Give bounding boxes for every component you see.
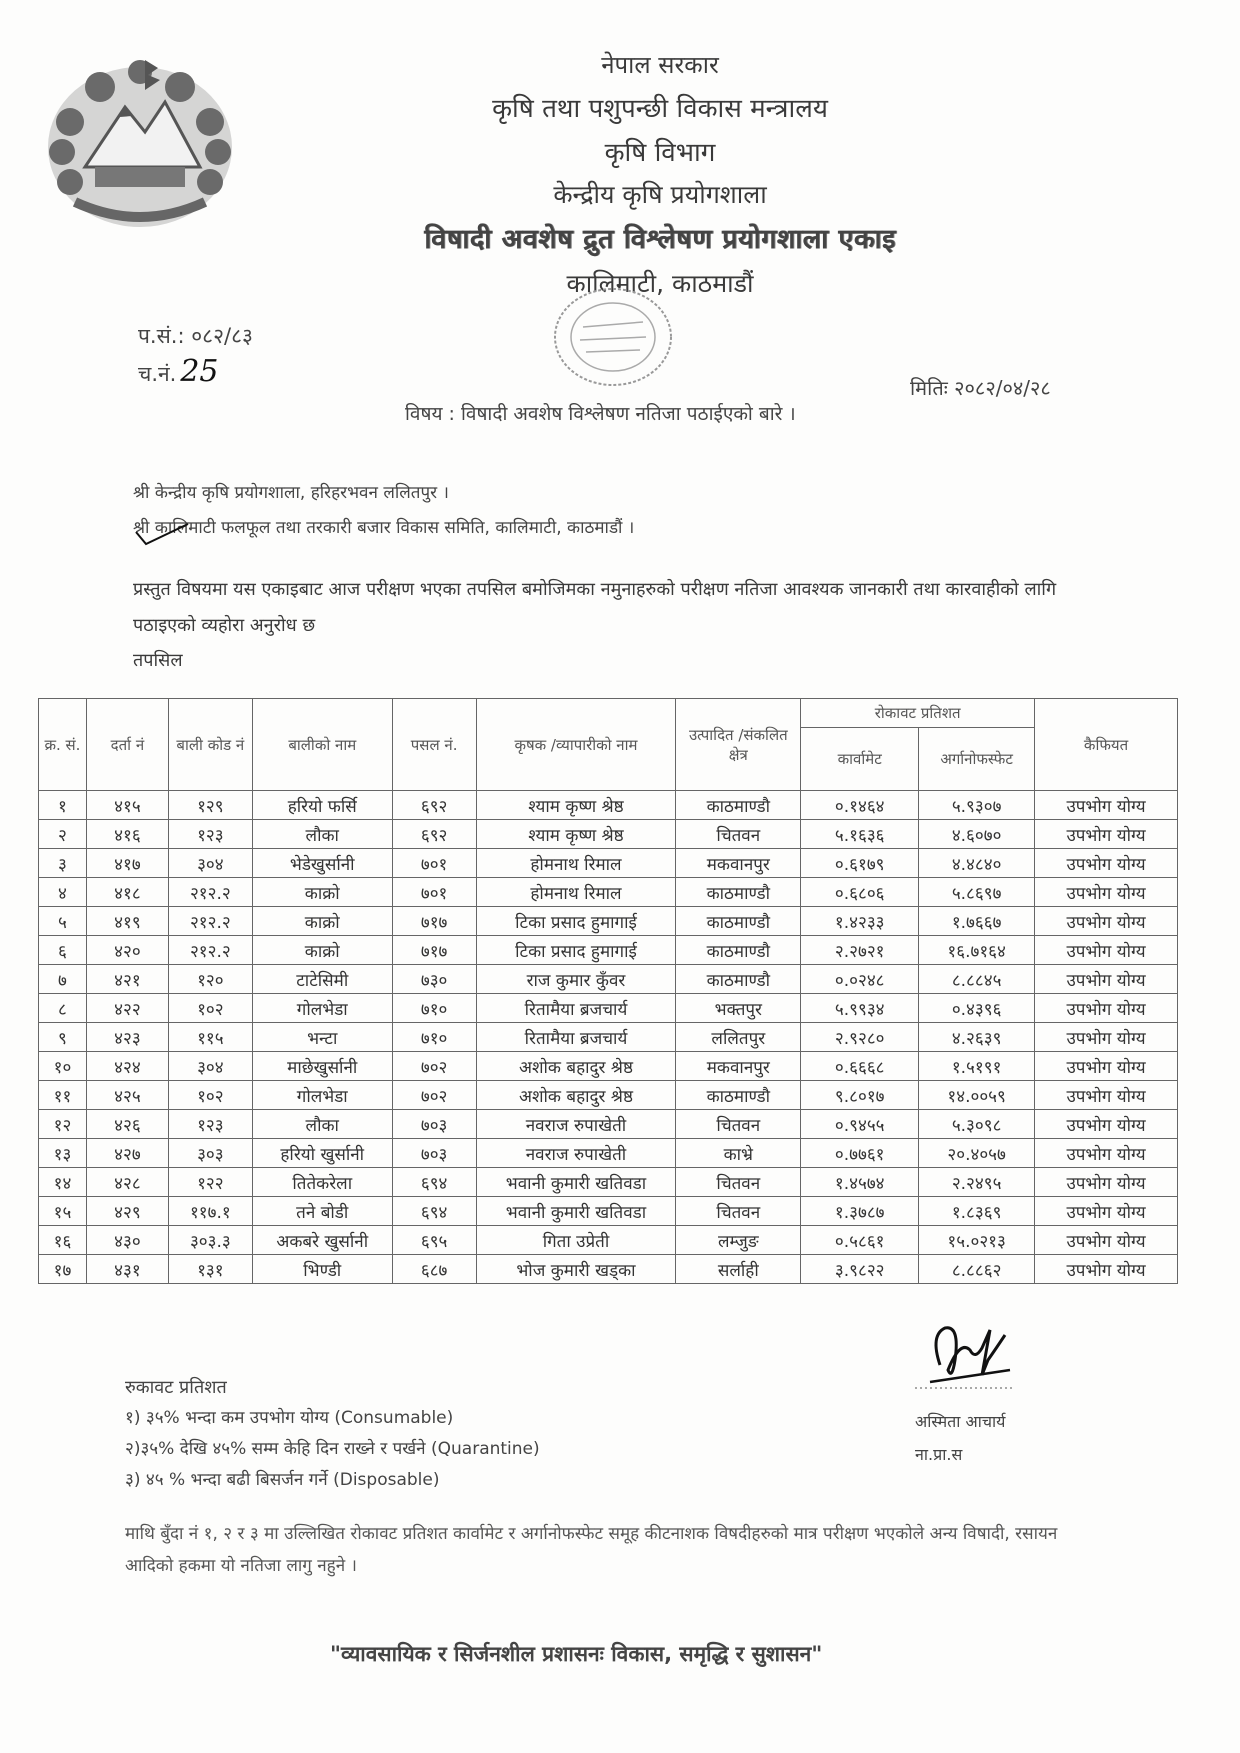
recipient-1: श्री केन्द्रीय कृषि प्रयोगशाला, हरिहरभवन ललितपुर ।: [133, 483, 449, 503]
signature-icon: [910, 1320, 1020, 1400]
cell-farmer-name: भवानी कुमारी खतिवडा: [476, 1197, 676, 1226]
cell-origin: सर्लाही: [676, 1255, 801, 1284]
cell-shop-number: ७०१: [392, 849, 476, 878]
cell-crop-code: १२३: [168, 1110, 252, 1139]
cell-shop-number: ६९२: [392, 820, 476, 849]
cell-carbamate: ०.६१७९: [801, 849, 919, 878]
legend-item-disposable: ३) ४५ % भन्दा बढी बिसर्जन गर्ने (Disposable): [125, 1470, 440, 1490]
table-row: [39, 1139, 1178, 1168]
cell-crop-name: भन्टा: [252, 1023, 392, 1052]
cell-sn: १४: [39, 1168, 87, 1197]
cell-farmer-name: भोज कुमारी खड्का: [476, 1255, 676, 1284]
cell-carbamate: ०.९४५५: [801, 1110, 919, 1139]
table-row: [39, 907, 1178, 936]
cell-sn: ४: [39, 878, 87, 907]
cell-carbamate: २.९२८०: [801, 1023, 919, 1052]
cell-darta: ४१६: [86, 820, 168, 849]
cell-organophosphate: २०.४०५७: [919, 1139, 1035, 1168]
cell-shop-number: ६९२: [392, 791, 476, 820]
cell-shop-number: ७१०: [392, 994, 476, 1023]
cell-remarks: उपभोग योग्य: [1035, 849, 1178, 878]
cell-carbamate: ३.९८२२: [801, 1255, 919, 1284]
header-crop-code: बाली कोड नं: [168, 699, 252, 791]
header-organophosphate: अर्गानोफस्फेट: [919, 728, 1035, 791]
cell-darta: ४२९: [86, 1197, 168, 1226]
cell-shop-number: ६८७: [392, 1255, 476, 1284]
cell-crop-name: काक्रो: [252, 936, 392, 965]
cell-crop-name: गोलभेडा: [252, 1081, 392, 1110]
cell-darta: ४२१: [86, 965, 168, 994]
table-row: [39, 1023, 1178, 1052]
header-remarks: कैफियत: [1035, 699, 1178, 791]
cell-shop-number: ७३०: [392, 965, 476, 994]
cell-carbamate: ०.१४६४: [801, 791, 919, 820]
cell-carbamate: ५.९९३४: [801, 994, 919, 1023]
cell-farmer-name: श्याम कृष्ण श्रेष्ठ: [476, 820, 676, 849]
results-table-wrap: [38, 698, 1178, 1284]
cell-remarks: उपभोग योग्य: [1035, 1081, 1178, 1110]
cell-origin: चितवन: [676, 1197, 801, 1226]
cell-sn: ११: [39, 1081, 87, 1110]
cell-origin: मकवानपुर: [676, 849, 801, 878]
cell-crop-name: तने बोडी: [252, 1197, 392, 1226]
cell-farmer-name: गिता उप्रेती: [476, 1226, 676, 1255]
cell-shop-number: ७०३: [392, 1139, 476, 1168]
cell-remarks: उपभोग योग्य: [1035, 994, 1178, 1023]
cell-darta: ४१७: [86, 849, 168, 878]
cell-sn: १५: [39, 1197, 87, 1226]
cell-carbamate: ९.८०१७: [801, 1081, 919, 1110]
cell-farmer-name: होमनाथ रिमाल: [476, 849, 676, 878]
cell-crop-code: २१२.२: [168, 907, 252, 936]
cell-remarks: उपभोग योग्य: [1035, 1023, 1178, 1052]
cell-origin: काठमाण्डौ: [676, 878, 801, 907]
cell-organophosphate: १.८३६९: [919, 1197, 1035, 1226]
cell-carbamate: ५.१६३६: [801, 820, 919, 849]
legend-item-consumable: १) ३५% भन्दा कम उपभोग योग्य (Consumable): [125, 1408, 454, 1428]
cell-crop-name: अकबरे खुर्सानी: [252, 1226, 392, 1255]
cell-crop-code: १२३: [168, 820, 252, 849]
cell-crop-name: तितेकरेला: [252, 1168, 392, 1197]
cell-sn: १०: [39, 1052, 87, 1081]
cell-origin: काठमाण्डौ: [676, 791, 801, 820]
header-shop-number: पसल नं.: [392, 699, 476, 791]
cell-crop-code: ११७.१: [168, 1197, 252, 1226]
table-row: [39, 849, 1178, 878]
cell-shop-number: ६९५: [392, 1226, 476, 1255]
cell-origin: काठमाण्डौ: [676, 1081, 801, 1110]
table-row: [39, 1168, 1178, 1197]
table-row: [39, 994, 1178, 1023]
cell-origin: काठमाण्डौ: [676, 965, 801, 994]
cell-darta: ४२६: [86, 1110, 168, 1139]
chalan-number-value: 25: [180, 354, 219, 389]
table-row: [39, 1081, 1178, 1110]
patra-sankhya-value: ०८२/८३: [191, 324, 253, 348]
cell-crop-code: १०२: [168, 994, 252, 1023]
cell-sn: ६: [39, 936, 87, 965]
cell-darta: ४१९: [86, 907, 168, 936]
cell-sn: १२: [39, 1110, 87, 1139]
body-paragraph: प्रस्तुत विषयमा यस एकाइबाट आज परीक्षण भएका तपसिल बमोजिमका नमुनाहरुको परीक्षण नतिजा आवश्यक जानकारी तथा कारवाहीको लागि पठाइएको व्यहोरा अनुरोध छ: [133, 579, 1057, 636]
cell-sn: २: [39, 820, 87, 849]
cell-shop-number: ७०२: [392, 1081, 476, 1110]
cell-remarks: उपभोग योग्य: [1035, 1110, 1178, 1139]
cell-shop-number: ६९४: [392, 1168, 476, 1197]
cell-remarks: उपभोग योग्य: [1035, 791, 1178, 820]
letter-date: मितिः २०८२/०४/२८: [910, 376, 1051, 400]
cell-shop-number: ७०२: [392, 1052, 476, 1081]
cell-carbamate: ०.५८६१: [801, 1226, 919, 1255]
header-sn: क्र. सं.: [39, 699, 87, 791]
cell-darta: ४२२: [86, 994, 168, 1023]
cell-crop-code: १०२: [168, 1081, 252, 1110]
cell-organophosphate: १४.००५९: [919, 1081, 1035, 1110]
cell-remarks: उपभोग योग्य: [1035, 878, 1178, 907]
cell-origin: ललितपुर: [676, 1023, 801, 1052]
cell-carbamate: १.४२३३: [801, 907, 919, 936]
cell-origin: चितवन: [676, 1168, 801, 1197]
cell-carbamate: ०.६६६८: [801, 1052, 919, 1081]
cell-organophosphate: १५.०२१३: [919, 1226, 1035, 1255]
patra-sankhya: प.सं.: ०८२/८३: [138, 324, 253, 348]
cell-farmer-name: अशोक बहादुर श्रेष्ठ: [476, 1052, 676, 1081]
header-darta: दर्ता नं: [86, 699, 168, 791]
lab-name: केन्द्रीय कृषि प्रयोगशाला: [553, 180, 767, 209]
cell-carbamate: २.२७२१: [801, 936, 919, 965]
recipient-list: [133, 476, 634, 546]
cell-crop-code: ११५: [168, 1023, 252, 1052]
cell-darta: ४३१: [86, 1255, 168, 1284]
cell-organophosphate: ४.२६३९: [919, 1023, 1035, 1052]
government-name: नेपाल सरकार: [601, 51, 719, 79]
cell-crop-code: ३०४: [168, 849, 252, 878]
cell-organophosphate: ०.४३९६: [919, 994, 1035, 1023]
unit-name: विषादी अवशेष द्रुत विश्लेषण प्रयोगशाला एकाइ: [424, 224, 896, 255]
cell-sn: १: [39, 791, 87, 820]
cell-crop-code: २१२.२: [168, 936, 252, 965]
cell-crop-name: टाटेसिमी: [252, 965, 392, 994]
cell-farmer-name: होमनाथ रिमाल: [476, 878, 676, 907]
cell-crop-code: २१२.२: [168, 878, 252, 907]
table-row: [39, 1052, 1178, 1081]
ministry-name: कृषि तथा पशुपन्छी विकास मन्त्रालय: [492, 94, 828, 124]
cell-farmer-name: रितामैया ब्रजचार्य: [476, 994, 676, 1023]
disclaimer-note: माथि बुँदा नं १, २ र ३ मा उल्लिखित रोकावट प्रतिशत कार्वामेट र अर्गानोफस्फेट समूह कीटनाशक विषदीहरुको मात्र परीक्षण भएकोले अन्य विषादी, रसायन आदिको हकमा यो नतिजा लागु नहुने ।: [125, 1524, 1058, 1576]
cell-remarks: उपभोग योग्य: [1035, 1226, 1178, 1255]
cell-shop-number: ७१७: [392, 907, 476, 936]
cell-sn: ३: [39, 849, 87, 878]
header-crop-name: बालीको नाम: [252, 699, 392, 791]
results-table: [38, 698, 1178, 1284]
signatory-name: अस्मिता आचार्य: [915, 1412, 1006, 1431]
department-name: कृषि विभाग: [604, 138, 716, 168]
tapasil-label: तपसिल: [133, 650, 183, 671]
cell-sn: ७: [39, 965, 87, 994]
table-row: [39, 820, 1178, 849]
office-address: कालिमाटी, काठमाडौं: [566, 269, 754, 298]
cell-organophosphate: ५.३०९८: [919, 1110, 1035, 1139]
cell-organophosphate: ५.८६९७: [919, 878, 1035, 907]
signatory-block: [915, 1405, 1005, 1471]
cell-shop-number: ७१७: [392, 936, 476, 965]
cell-remarks: उपभोग योग्य: [1035, 965, 1178, 994]
chalan-number: च.नं. 25: [138, 354, 219, 389]
cell-origin: मकवानपुर: [676, 1052, 801, 1081]
cell-carbamate: १.३७८७: [801, 1197, 919, 1226]
header-inhibition-percent: रोकावट प्रतिशत: [801, 699, 1035, 728]
cell-crop-name: काक्रो: [252, 907, 392, 936]
cell-origin: चितवन: [676, 820, 801, 849]
cell-sn: १३: [39, 1139, 87, 1168]
cell-shop-number: ७०१: [392, 878, 476, 907]
cell-carbamate: ०.६८०६: [801, 878, 919, 907]
cell-darta: ४२७: [86, 1139, 168, 1168]
cell-origin: भक्तपुर: [676, 994, 801, 1023]
table-row: [39, 1197, 1178, 1226]
cell-crop-name: हरियो खुर्सानी: [252, 1139, 392, 1168]
cell-crop-name: गोलभेडा: [252, 994, 392, 1023]
table-row: [39, 1226, 1178, 1255]
cell-organophosphate: ४.४८४०: [919, 849, 1035, 878]
cell-carbamate: १.४५७४: [801, 1168, 919, 1197]
cell-darta: ४१८: [86, 878, 168, 907]
cell-darta: ४३०: [86, 1226, 168, 1255]
cell-farmer-name: टिका प्रसाद हुमागाई: [476, 907, 676, 936]
table-row: [39, 965, 1178, 994]
cell-organophosphate: १.५१९१: [919, 1052, 1035, 1081]
cell-crop-code: १२९: [168, 791, 252, 820]
cell-farmer-name: श्याम कृष्ण श्रेष्ठ: [476, 791, 676, 820]
cell-farmer-name: अशोक बहादुर श्रेष्ठ: [476, 1081, 676, 1110]
cell-organophosphate: ५.९३०७: [919, 791, 1035, 820]
cell-darta: ४२०: [86, 936, 168, 965]
cell-shop-number: ७०३: [392, 1110, 476, 1139]
cell-origin: काठमाण्डौ: [676, 936, 801, 965]
results-table-body: [39, 791, 1178, 1284]
office-stamp-icon: [548, 282, 678, 392]
header-farmer-name: कृषक /व्यापारीको नाम: [476, 699, 676, 791]
cell-remarks: उपभोग योग्य: [1035, 1168, 1178, 1197]
cell-remarks: उपभोग योग्य: [1035, 1052, 1178, 1081]
letter-subject: विषय : विषादी अवशेष विश्लेषण नतिजा पठाईएको बारे ।: [405, 403, 796, 425]
cell-crop-name: भेडेखुर्सानी: [252, 849, 392, 878]
cell-darta: ४२४: [86, 1052, 168, 1081]
cell-farmer-name: टिका प्रसाद हुमागाई: [476, 936, 676, 965]
cell-remarks: उपभोग योग्य: [1035, 820, 1178, 849]
cell-origin: लम्जुङ: [676, 1226, 801, 1255]
cell-crop-name: हरियो फर्सि: [252, 791, 392, 820]
cell-organophosphate: २.२४९५: [919, 1168, 1035, 1197]
table-row: [39, 1110, 1178, 1139]
checkmark-icon: [132, 518, 192, 548]
cell-organophosphate: ८.८८६२: [919, 1255, 1035, 1284]
cell-origin: काठमाण्डौ: [676, 907, 801, 936]
inhibition-legend: [125, 1372, 540, 1496]
header-carbamate: कार्वामेट: [801, 728, 919, 791]
cell-darta: ४२३: [86, 1023, 168, 1052]
legend-title: रुकावट प्रतिशत: [125, 1377, 227, 1398]
cell-sn: १७: [39, 1255, 87, 1284]
cell-shop-number: ६९४: [392, 1197, 476, 1226]
cell-carbamate: ०.०२४८: [801, 965, 919, 994]
cell-darta: ४२८: [86, 1168, 168, 1197]
cell-sn: ९: [39, 1023, 87, 1052]
table-row: [39, 791, 1178, 820]
recipient-2: श्री कालिमाटी फलफूल तथा तरकारी बजार विकास समिति, कालिमाटी, काठमाडौं ।: [133, 518, 635, 538]
cell-farmer-name: नवराज रुपाखेती: [476, 1110, 676, 1139]
cell-shop-number: ७१०: [392, 1023, 476, 1052]
cell-organophosphate: ४.६०७०: [919, 820, 1035, 849]
table-row: [39, 1255, 1178, 1284]
cell-sn: ८: [39, 994, 87, 1023]
cell-crop-code: १३१: [168, 1255, 252, 1284]
cell-crop-name: लौका: [252, 820, 392, 849]
table-row: [39, 936, 1178, 965]
cell-crop-name: काक्रो: [252, 878, 392, 907]
cell-remarks: उपभोग योग्य: [1035, 1255, 1178, 1284]
cell-organophosphate: ८.८८४५: [919, 965, 1035, 994]
cell-farmer-name: नवराज रुपाखेती: [476, 1139, 676, 1168]
cell-origin: चितवन: [676, 1110, 801, 1139]
government-motto: "व्यावसायिक र सिर्जनशील प्रशासनः विकास, समृद्धि र सुशासन": [330, 1642, 823, 1666]
reference-block: [138, 318, 253, 392]
cell-crop-name: माछेखुर्सानी: [252, 1052, 392, 1081]
cell-remarks: उपभोग योग्य: [1035, 907, 1178, 936]
cell-remarks: उपभोग योग्य: [1035, 936, 1178, 965]
cell-sn: ५: [39, 907, 87, 936]
table-row: [39, 878, 1178, 907]
cell-sn: १६: [39, 1226, 87, 1255]
cell-remarks: उपभोग योग्य: [1035, 1139, 1178, 1168]
header-origin: उत्पादित /संकलित क्षेत्र: [676, 699, 801, 791]
cell-crop-code: १२०: [168, 965, 252, 994]
cell-organophosphate: १६.७१६४: [919, 936, 1035, 965]
cell-crop-code: ३०३: [168, 1139, 252, 1168]
cell-crop-code: ३०३.३: [168, 1226, 252, 1255]
cell-remarks: उपभोग योग्य: [1035, 1197, 1178, 1226]
cell-crop-code: ३०४: [168, 1052, 252, 1081]
cell-farmer-name: भवानी कुमारी खतिवडा: [476, 1168, 676, 1197]
cell-origin: काभ्रे: [676, 1139, 801, 1168]
cell-organophosphate: १.७६६७: [919, 907, 1035, 936]
legend-item-quarantine: २)३५% देखि ४५% सम्म केहि दिन राख्ने र पर्खने (Quarantine): [125, 1439, 540, 1459]
nepal-emblem-icon: [40, 42, 240, 232]
cell-crop-name: लौका: [252, 1110, 392, 1139]
letterhead: [300, 48, 1020, 300]
cell-carbamate: ०.७७६१: [801, 1139, 919, 1168]
signatory-title: ना.प्रा.स: [915, 1445, 963, 1464]
cell-darta: ४१५: [86, 791, 168, 820]
cell-farmer-name: रितामैया ब्रजचार्य: [476, 1023, 676, 1052]
cell-darta: ४२५: [86, 1081, 168, 1110]
cell-farmer-name: राज कुमार कुँवर: [476, 965, 676, 994]
cell-crop-code: १२२: [168, 1168, 252, 1197]
cell-crop-name: भिण्डी: [252, 1255, 392, 1284]
